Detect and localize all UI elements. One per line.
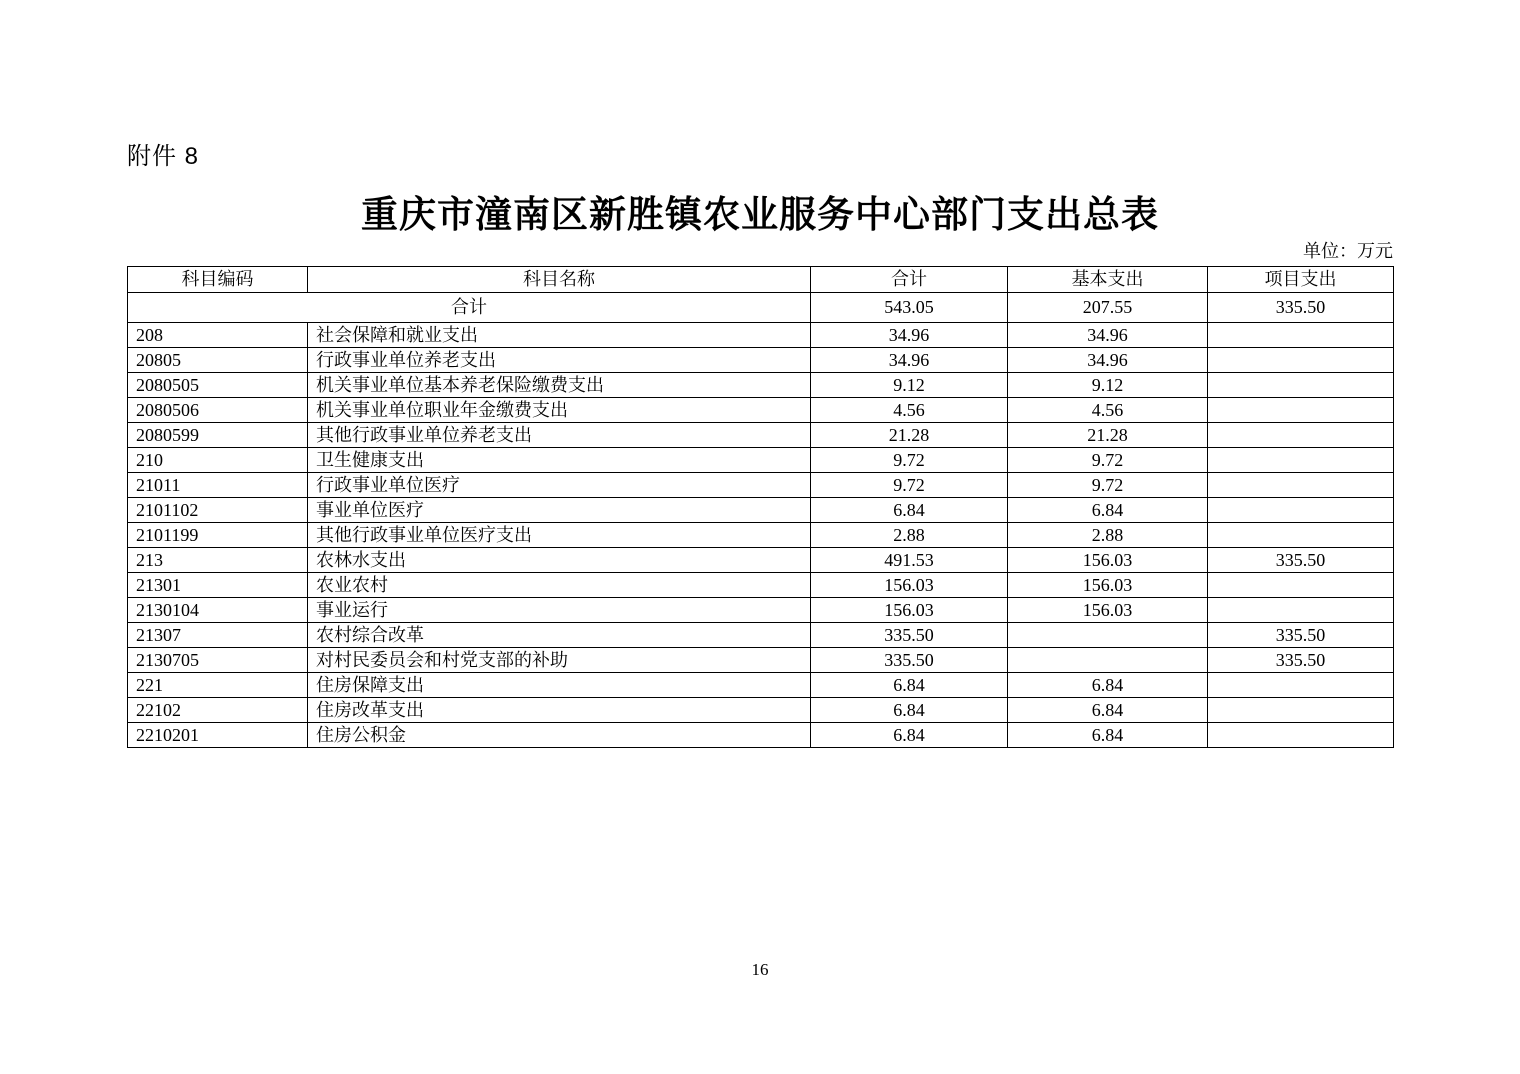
project-value-cell xyxy=(1208,598,1394,623)
subject-code-cell: 2080506 xyxy=(128,398,308,423)
table-row xyxy=(128,573,1394,598)
subject-name-cell: 对村民委员会和村党支部的补助 xyxy=(308,648,811,673)
basic-value-cell: 6.84 xyxy=(1008,673,1208,698)
table-row xyxy=(128,598,1394,623)
table-row xyxy=(128,398,1394,423)
basic-value-cell: 9.72 xyxy=(1008,448,1208,473)
basic-value-cell: 6.84 xyxy=(1008,698,1208,723)
project-value-cell xyxy=(1208,723,1394,748)
basic-value-cell: 156.03 xyxy=(1008,548,1208,573)
subject-name-cell: 机关事业单位职业年金缴费支出 xyxy=(308,398,811,423)
total-value-cell: 156.03 xyxy=(811,598,1008,623)
total-row-label: 合计 xyxy=(128,293,811,323)
expenditure-table xyxy=(127,266,1394,748)
subject-code-cell: 208 xyxy=(128,323,308,348)
project-value-cell xyxy=(1208,323,1394,348)
project-value-cell xyxy=(1208,673,1394,698)
table-row xyxy=(128,423,1394,448)
total-value-cell: 6.84 xyxy=(811,498,1008,523)
subject-code-cell: 213 xyxy=(128,548,308,573)
total-row xyxy=(128,293,1394,323)
total-value-cell: 34.96 xyxy=(811,348,1008,373)
table-row xyxy=(128,673,1394,698)
subject-code-cell: 210 xyxy=(128,448,308,473)
subject-code-cell: 2130104 xyxy=(128,598,308,623)
total-value-cell: 6.84 xyxy=(811,698,1008,723)
table-row xyxy=(128,698,1394,723)
total-value-cell: 2.88 xyxy=(811,523,1008,548)
subject-code-cell: 21011 xyxy=(128,473,308,498)
table-row xyxy=(128,523,1394,548)
basic-value-cell: 9.72 xyxy=(1008,473,1208,498)
total-value-cell: 21.28 xyxy=(811,423,1008,448)
total-value-cell: 9.12 xyxy=(811,373,1008,398)
table-row xyxy=(128,473,1394,498)
project-value-cell xyxy=(1208,498,1394,523)
total-value-cell: 156.03 xyxy=(811,573,1008,598)
project-value-cell xyxy=(1208,448,1394,473)
subject-name-cell: 农林水支出 xyxy=(308,548,811,573)
header-subject-code: 科目编码 xyxy=(128,267,308,293)
basic-value-cell xyxy=(1008,648,1208,673)
subject-name-cell: 事业单位医疗 xyxy=(308,498,811,523)
basic-value-cell: 156.03 xyxy=(1008,598,1208,623)
table-header-row xyxy=(128,267,1394,293)
total-value-cell: 491.53 xyxy=(811,548,1008,573)
project-value-cell xyxy=(1208,473,1394,498)
table-row xyxy=(128,623,1394,648)
table-row xyxy=(128,373,1394,398)
table-body xyxy=(128,293,1394,748)
subject-code-cell: 20805 xyxy=(128,348,308,373)
subject-code-cell: 21307 xyxy=(128,623,308,648)
subject-name-cell: 社会保障和就业支出 xyxy=(308,323,811,348)
project-value-cell: 335.50 xyxy=(1208,623,1394,648)
subject-name-cell: 机关事业单位基本养老保险缴费支出 xyxy=(308,373,811,398)
basic-value-cell: 34.96 xyxy=(1008,348,1208,373)
project-value-cell xyxy=(1208,698,1394,723)
project-value-cell xyxy=(1208,398,1394,423)
subject-name-cell: 农村综合改革 xyxy=(308,623,811,648)
subject-name-cell: 农业农村 xyxy=(308,573,811,598)
subject-code-cell: 2080599 xyxy=(128,423,308,448)
table-row xyxy=(128,498,1394,523)
total-value-cell: 34.96 xyxy=(811,323,1008,348)
total-value-cell: 6.84 xyxy=(811,673,1008,698)
subject-name-cell: 住房改革支出 xyxy=(308,698,811,723)
header-basic-expenditure: 基本支出 xyxy=(1008,267,1208,293)
header-project-expenditure: 项目支出 xyxy=(1208,267,1394,293)
subject-code-cell: 2130705 xyxy=(128,648,308,673)
total-value-cell: 335.50 xyxy=(811,623,1008,648)
basic-value-cell: 6.84 xyxy=(1008,723,1208,748)
basic-value-cell: 9.12 xyxy=(1008,373,1208,398)
subject-code-cell: 2101199 xyxy=(128,523,308,548)
project-value-cell xyxy=(1208,573,1394,598)
subject-name-cell: 其他行政事业单位医疗支出 xyxy=(308,523,811,548)
table-row xyxy=(128,448,1394,473)
basic-value-cell xyxy=(1008,623,1208,648)
page-title: 重庆市潼南区新胜镇农业服务中心部门支出总表 xyxy=(361,194,1159,235)
subject-name-cell: 住房公积金 xyxy=(308,723,811,748)
table-row xyxy=(128,348,1394,373)
project-value-cell: 335.50 xyxy=(1208,648,1394,673)
subject-name-cell: 行政事业单位医疗 xyxy=(308,473,811,498)
subject-code-cell: 21301 xyxy=(128,573,308,598)
project-value-cell xyxy=(1208,423,1394,448)
basic-value-cell: 156.03 xyxy=(1008,573,1208,598)
total-value-cell: 6.84 xyxy=(811,723,1008,748)
basic-value-cell: 4.56 xyxy=(1008,398,1208,423)
subject-code-cell: 22102 xyxy=(128,698,308,723)
project-value-cell xyxy=(1208,523,1394,548)
project-value-cell xyxy=(1208,348,1394,373)
subject-code-cell: 2210201 xyxy=(128,723,308,748)
total-row-project-cell: 335.50 xyxy=(1208,293,1394,323)
page-number: 16 xyxy=(751,960,769,979)
total-value-cell: 4.56 xyxy=(811,398,1008,423)
header-subject-name: 科目名称 xyxy=(308,267,811,293)
subject-code-cell: 2101102 xyxy=(128,498,308,523)
unit-note: 单位：万元 xyxy=(1303,241,1393,261)
basic-value-cell: 21.28 xyxy=(1008,423,1208,448)
header-total: 合计 xyxy=(811,267,1008,293)
table-row xyxy=(128,648,1394,673)
attachment-label: 附件 8 xyxy=(127,143,200,170)
subject-name-cell: 住房保障支出 xyxy=(308,673,811,698)
total-value-cell: 9.72 xyxy=(811,473,1008,498)
basic-value-cell: 2.88 xyxy=(1008,523,1208,548)
subject-name-cell: 事业运行 xyxy=(308,598,811,623)
subject-code-cell: 2080505 xyxy=(128,373,308,398)
subject-code-cell: 221 xyxy=(128,673,308,698)
table-row xyxy=(128,548,1394,573)
project-value-cell xyxy=(1208,373,1394,398)
subject-name-cell: 行政事业单位养老支出 xyxy=(308,348,811,373)
table-row xyxy=(128,723,1394,748)
subject-name-cell: 卫生健康支出 xyxy=(308,448,811,473)
total-row-total-cell: 543.05 xyxy=(811,293,1008,323)
subject-name-cell: 其他行政事业单位养老支出 xyxy=(308,423,811,448)
project-value-cell: 335.50 xyxy=(1208,548,1394,573)
basic-value-cell: 34.96 xyxy=(1008,323,1208,348)
total-value-cell: 335.50 xyxy=(811,648,1008,673)
total-row-basic-cell: 207.55 xyxy=(1008,293,1208,323)
basic-value-cell: 6.84 xyxy=(1008,498,1208,523)
table-row xyxy=(128,323,1394,348)
total-value-cell: 9.72 xyxy=(811,448,1008,473)
